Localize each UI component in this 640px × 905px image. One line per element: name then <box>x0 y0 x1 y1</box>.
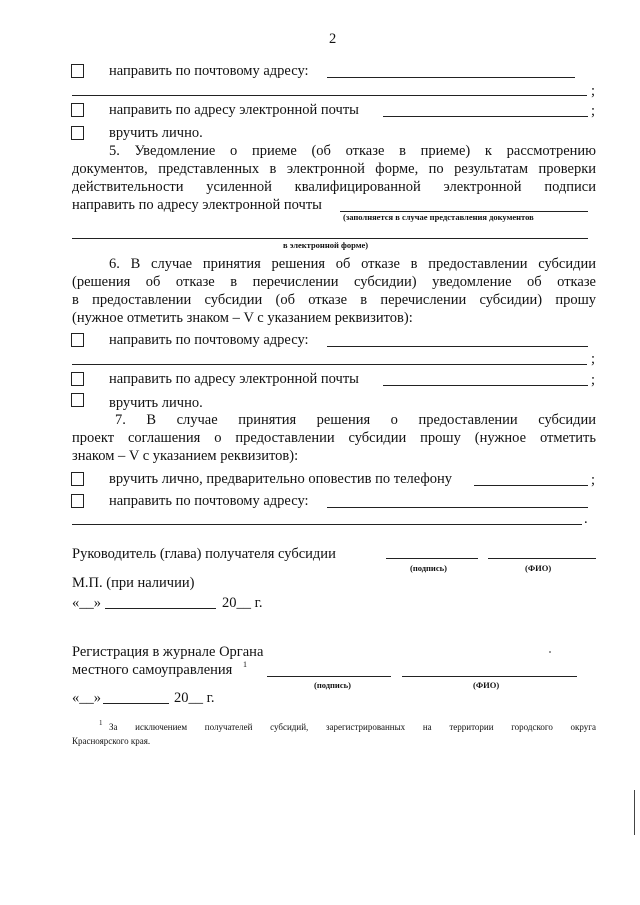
section6-line2: (решения об отказе в перечислении субсидии) уведомление об отказе <box>72 274 596 290</box>
semicolon-mark: ; <box>591 103 596 119</box>
checkbox-post-1[interactable] <box>71 64 84 78</box>
post-2-field[interactable] <box>327 346 588 347</box>
section5-hint1: (заполняется в случае представления документов <box>343 212 534 222</box>
section5-line1: 5. Уведомление о приеме (об отказе в приеме) к рассмотрению <box>109 143 596 159</box>
checkbox-personal-2[interactable] <box>71 393 84 407</box>
stamp-label: М.П. (при наличии) <box>72 575 195 591</box>
page-number: 2 <box>329 31 337 47</box>
item-post-3-label: направить по почтовому адресу: <box>109 493 309 509</box>
section6-line3: в предоставлении субсидии (об отказе в перечислении субсидии) прошу <box>72 292 596 308</box>
head-label: Руководитель (глава) получателя субсидии <box>72 546 336 562</box>
footnote-line2: Красноярского края. <box>72 736 151 746</box>
registration-signature-field[interactable] <box>267 676 391 677</box>
head-signature-field[interactable] <box>386 558 478 559</box>
checkbox-post-3[interactable] <box>71 494 84 508</box>
registration-name-field[interactable] <box>402 676 577 677</box>
section5-hint2: в электронной форме) <box>283 240 369 250</box>
checkbox-personal-1[interactable] <box>71 126 84 140</box>
post-3-field[interactable] <box>327 507 588 508</box>
head-name-field[interactable] <box>488 558 596 559</box>
semicolon-mark: ; <box>591 351 596 367</box>
item-personal-1-label: вручить лично. <box>109 125 203 141</box>
registration-line2: местного самоуправления <box>72 662 233 678</box>
post-3-field-2[interactable] <box>72 524 582 525</box>
checkbox-personal-phone[interactable] <box>71 472 84 486</box>
item-personal-2-label: вручить лично. <box>109 395 203 411</box>
semicolon-mark: ; <box>591 472 596 488</box>
section7-line3: знаком – V с указанием реквизитов): <box>72 448 299 464</box>
date-open: «__» <box>72 595 101 611</box>
semicolon-mark: ; <box>591 372 596 388</box>
section6-line1: 6. В случае принятия решения об отказе в предоставлении субсидии <box>109 256 596 272</box>
head-name-hint: (ФИО) <box>525 563 552 573</box>
semicolon-mark: ; <box>591 83 596 99</box>
footnote-line1: За исключением получателей субсидий, зарегистрированных на территории городского округа <box>109 722 596 732</box>
item-post-1-label: направить по почтовому адресу: <box>109 63 309 79</box>
section5-line4: направить по адресу электронной почты <box>72 197 322 213</box>
registration-name-hint: (ФИО) <box>473 680 500 690</box>
checkbox-email-2[interactable] <box>71 372 84 386</box>
section5-email-field-2[interactable] <box>72 238 588 239</box>
registration-line1: Регистрация в журнале Органа <box>72 644 264 660</box>
item-personal-phone-label: вручить лично, предварительно оповестив по телефону <box>109 471 453 487</box>
registration-date-open: «__» <box>72 690 101 706</box>
post-2-field-2[interactable] <box>72 364 587 365</box>
date-year: 20__ г. <box>222 595 263 611</box>
registration-date-year: 20__ г. <box>174 690 215 706</box>
registration-date-field[interactable] <box>103 703 169 704</box>
date-month-field[interactable] <box>105 608 216 609</box>
period-mark: . <box>584 511 588 527</box>
scan-dot <box>549 651 551 653</box>
section6-line4: (нужное отметить знаком – V с указанием реквизитов): <box>72 310 413 326</box>
item-post-2-label: направить по почтовому адресу: <box>109 332 309 348</box>
section7-line1: 7. В случае принятия решения о предоставлении субсидии <box>115 412 596 428</box>
post-1-field-2[interactable] <box>72 95 587 96</box>
section5-line2: документов, представленных в электронной форме, по результатам проверки <box>72 161 596 177</box>
email-2-field[interactable] <box>383 385 588 386</box>
email-1-field[interactable] <box>383 116 588 117</box>
scan-edge-mark <box>634 790 635 835</box>
registration-sign-hint: (подпись) <box>314 680 351 690</box>
phone-field[interactable] <box>474 485 588 486</box>
post-1-field[interactable] <box>327 77 575 78</box>
section5-line3: действительности усиленной квалифицированной электронной подписи <box>72 179 596 195</box>
item-email-1-label: направить по адресу электронной почты <box>109 102 359 118</box>
section7-line2: проект соглашения о предоставлении субсидии прошу (нужное отметить <box>72 430 596 446</box>
footnote-mark: 1 <box>99 719 103 727</box>
checkbox-post-2[interactable] <box>71 333 84 347</box>
checkbox-email-1[interactable] <box>71 103 84 117</box>
registration-footnote-mark: 1 <box>243 660 247 669</box>
head-sign-hint: (подпись) <box>410 563 447 573</box>
item-email-2-label: направить по адресу электронной почты <box>109 371 359 387</box>
